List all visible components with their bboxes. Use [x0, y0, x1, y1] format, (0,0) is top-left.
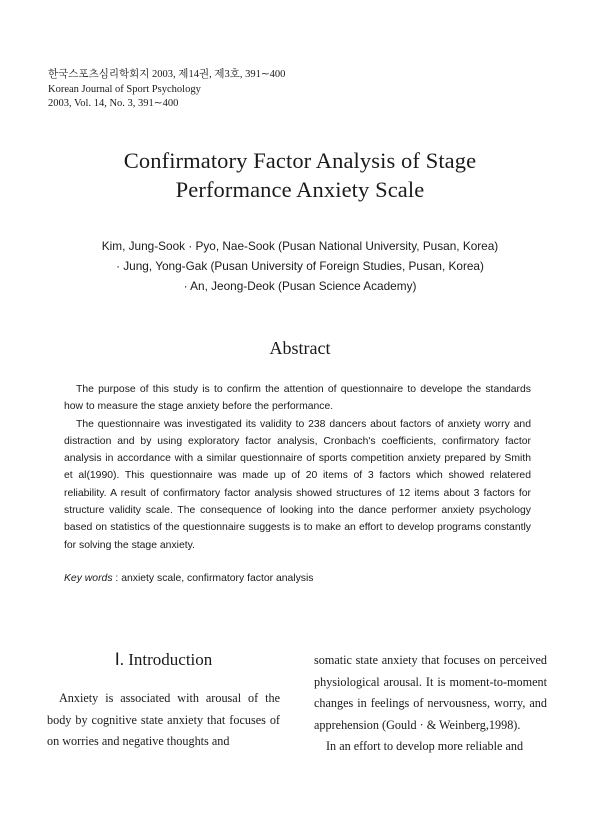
right-column [314, 650, 547, 758]
journal-header [48, 68, 285, 112]
keywords-label: Key words [64, 573, 113, 584]
introduction-heading: Ⅰ. Introduction [114, 650, 213, 669]
paper-title-line1: Confirmatory Factor Analysis of Stage [123, 148, 477, 173]
left-column [47, 650, 280, 753]
keywords-separator: : [112, 573, 122, 584]
abstract-heading: Abstract [269, 338, 331, 358]
author-line-2: · Jung, Yong-Gak (Pusan University of Foreign Studies, Pusan, Korea) [116, 259, 484, 273]
journal-header-volume: 2003, Vol. 14, No. 3, 391∼400 [48, 98, 179, 109]
author-line-3: · An, Jeong-Deok (Pusan Science Academy) [183, 279, 417, 293]
journal-header-korean: 한국스포츠심리학회지 2003, 제14권, 제3호, 391∼400 [48, 69, 286, 80]
introduction-left-paragraph: Anxiety is associated with arousal of the body by cognitive state anxiety that focuses of on worries and negative thoughts and [47, 691, 280, 748]
journal-header-english: Korean Journal of Sport Psychology [48, 83, 201, 95]
author-line-1: Kim, Jung-Sook · Pyo, Nae-Sook (Pusan National University, Pusan, Korea) [101, 239, 499, 253]
abstract-body [64, 381, 531, 554]
abstract-paragraph-2: The questionnaire was investigated its validity to 238 dancers about factors of anxiety worry and distraction and by using exploratory factor analysis, Cronbach's coefficients, confirmatory factor analysis in accordance with a similar questionnaire of sports competition anxiety prepared by Smith et al(1990). This questionnaire was made up of 20 items of 3 factors which showed relatered reliability. A result of confirmatory factor analysis showed structures of 12 items about 3 factors for structure validity scale. The consequence of looking into the dance performer anxiety psychology based on statistics of the questionnaire suggests is to make an effort to develop programs constantly for solving the stage anxiety. [64, 418, 531, 551]
author-list [0, 236, 600, 296]
paper-title-line2: Performance Anxiety Scale [175, 177, 425, 202]
paper-title [0, 146, 600, 204]
keywords-value: anxiety scale, confirmatory factor analysis [121, 573, 314, 584]
keywords-line [64, 573, 314, 584]
abstract-paragraph-1: The purpose of this study is to confirm the attention of questionnaire to develope the standards how to measure the stage anxiety before the performance. [64, 384, 531, 413]
introduction-right-paragraph-2: In an effort to develop more reliable and [326, 739, 524, 753]
introduction-right-paragraph-1: somatic state anxiety that focuses on perceived physiological arousal. It is moment-to-moment changes in feelings of nervousness, worry, and apprehension (Gould · & Weinberg,1998). [314, 653, 547, 732]
